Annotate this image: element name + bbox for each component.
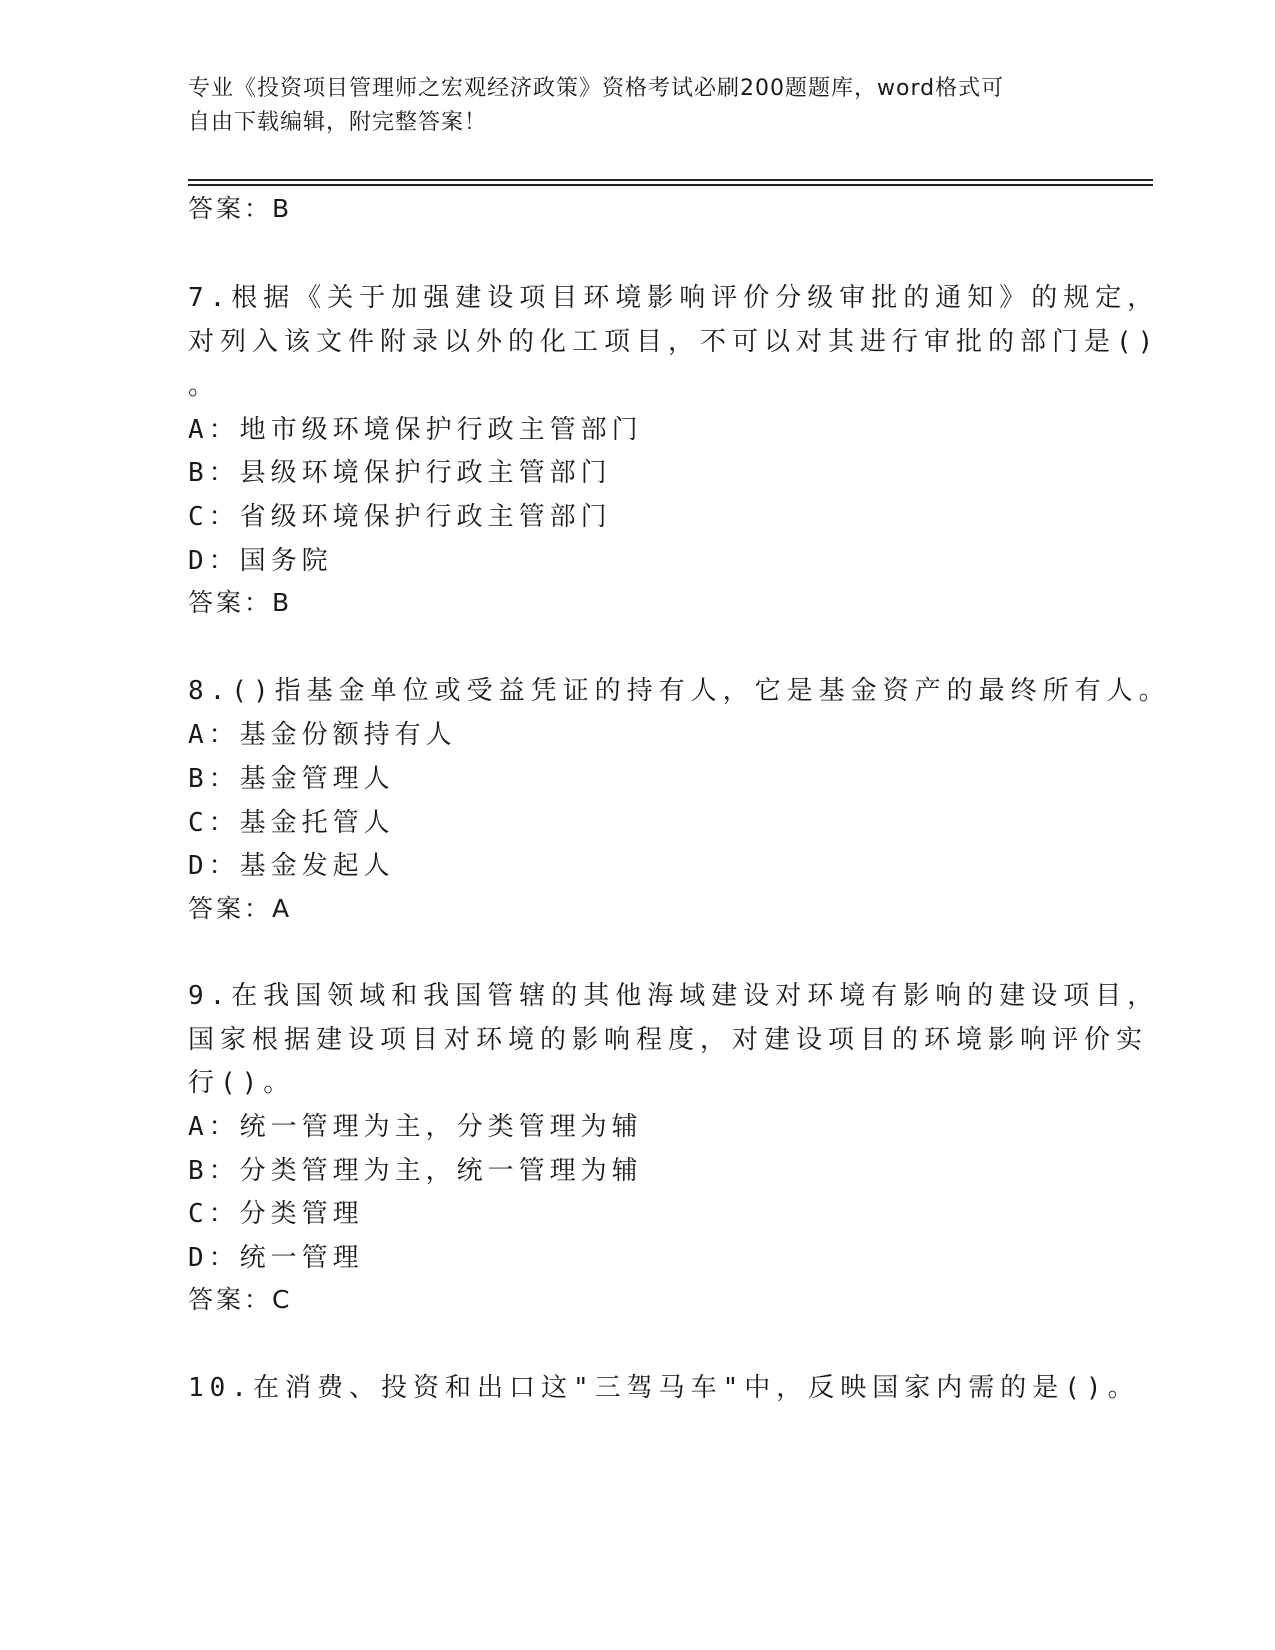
option-c: C：省级环境保护行政主管部门 [188, 502, 612, 532]
question-stem-line: 9.在我国领域和我国管辖的其他海域建设对环境有影响的建设项目， [188, 981, 1160, 1011]
header-rule-top [188, 179, 1153, 181]
answer: 答案：C [188, 1285, 293, 1314]
question-stem-line: 对列入该文件附录以外的化工项目，不可以对其进行审批的部门是() [188, 327, 1160, 357]
header-rule-bottom [188, 184, 1153, 186]
question-stem-line: 行()。 [188, 1068, 296, 1098]
previous-answer: 答案：B [188, 194, 293, 223]
option-b: B：分类管理为主，统一管理为辅 [188, 1156, 643, 1186]
option-b: B：县级环境保护行政主管部门 [188, 458, 612, 488]
question-stem-line: 8.()指基金单位或受益凭证的持有人，它是基金资产的最终所有人。 [188, 676, 1171, 706]
question-stem-line: 国家根据建设项目对环境的影响程度，对建设项目的环境影响评价实 [188, 1025, 1149, 1055]
option-a: A：基金份额持有人 [188, 720, 457, 750]
question-stem-line: 10.在消费、投资和出口这"三驾马车"中，反映国家内需的是()。 [188, 1373, 1140, 1403]
header-line-2: 自由下载编辑，附完整答案！ [188, 110, 488, 135]
option-d: D：统一管理 [188, 1243, 364, 1273]
option-d: D：基金发起人 [188, 851, 395, 881]
option-a: A：统一管理为主，分类管理为辅 [188, 1112, 643, 1142]
question-stem-line: 7.根据《关于加强建设项目环境影响评价分级审批的通知》的规定， [188, 283, 1160, 313]
header-line-1: 专业《投资项目管理师之宏观经济政策》资格考试必刷200题题库，word格式可 [188, 76, 1005, 101]
option-a: A：地市级环境保护行政主管部门 [188, 415, 643, 445]
option-c: C：基金托管人 [188, 808, 395, 838]
answer: 答案：A [188, 894, 293, 923]
option-d: D：国务院 [188, 546, 333, 576]
option-c: C：分类管理 [188, 1199, 364, 1229]
document-header [188, 72, 1068, 140]
answer: 答案：B [188, 588, 293, 617]
option-b: B：基金管理人 [188, 764, 395, 794]
question-stem-line: 。 [188, 371, 221, 401]
